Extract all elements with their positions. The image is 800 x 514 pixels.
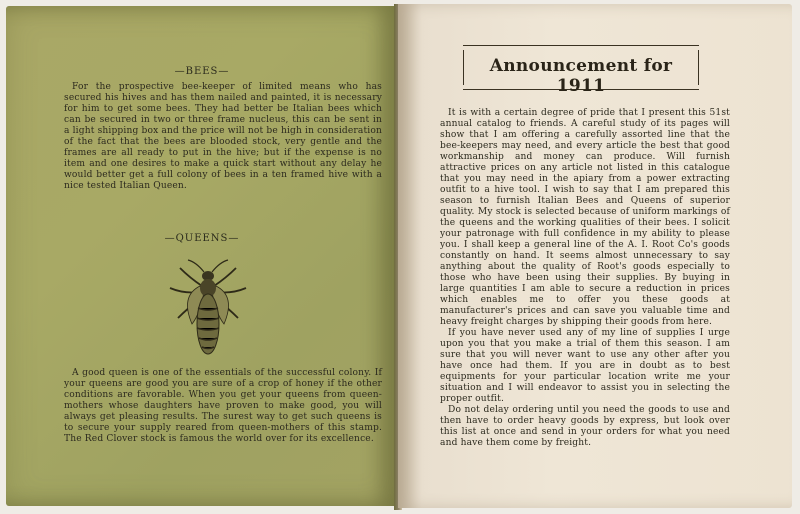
title-frame [463, 45, 699, 96]
announcement-paragraph-1: It is with a certain degree of pride that I present this 51st annual catalog to friends. A careful study of its pages will show that I am offering a carefully assorted line that the bee-keepers may need, and every article the best that good workmanship and money can produce. Will furnish attractive prices on any article not listed in this catalogue that you may need in the apiary from a power extracting outfit to a hive tool. I wish to say that I am prepared this season to furnish Italian Bees and Queens of superior quality. My stock is selected because of uniform markings of the queens and the working qualities of their bees. I solicit your patronage with full confidence in my ability to please you. I shall keep a general line of the A. I. Root Co's goods constantly on hand. It seems almost unnecessary to say anything about the quality of Root's goods especially to those who have been using their supplies. By buying in large quantities I am able to secure a reduction in prices which enables me to offer you these goods at manufacturer's prices and can save you valuable time and heavy freight charges by shipping their goods from here. [440, 108, 730, 327]
announcement-paragraph-2: If you have never used any of my line of supplies I urge upon you that you make a trial of them this season. I am sure that you will never want to use any other after you have once had them. If you are in doubt as to best equipments for your particular location write me your situation and I will endeavor to assist you in selecting the proper outfit. [440, 328, 730, 404]
queens-heading: —QUEENS— [164, 233, 240, 244]
left-page [6, 6, 398, 506]
page-title: Announcement for 1911 [489, 56, 673, 96]
bees-heading: —BEES— [174, 66, 230, 77]
queens-paragraph: A good queen is one of the essentials of the successful colony. If your queens are good you are sure of a crop of honey if the other conditions are favorable. When you get your queens from queen-mothers whose daughters have proven to make good, you will always get pleasing results. The surest way to get such queens is to secure your supply reared from queen-mothers of this stamp. The Red Clover stock is famous the world over for its excellence. [64, 368, 382, 444]
announcement-paragraph-3: Do not delay ordering until you need the goods to use and then have to order heavy goods by express, but look over this list at once and send in your orders for what you need and have them come by freight. [440, 405, 730, 448]
queen-bee-icon [166, 256, 250, 366]
bees-paragraph: For the prospective bee-keeper of limited means who has secured his hives and has them nailed and painted, it is necessary for him to get some bees. They had better be Italian bees which can be secured in two or three frame nucleus, this can be sent in a light shipping box and the price will not be high in consideration of the fact that the bees are blooded stock, very gentle and the frames are all ready to put in the hive; but if the expense is no item and one desires to make a quick start without any delay he would better get a full colony of bees in a ten framed hive with a nice tested Italian Queen. [64, 82, 382, 191]
